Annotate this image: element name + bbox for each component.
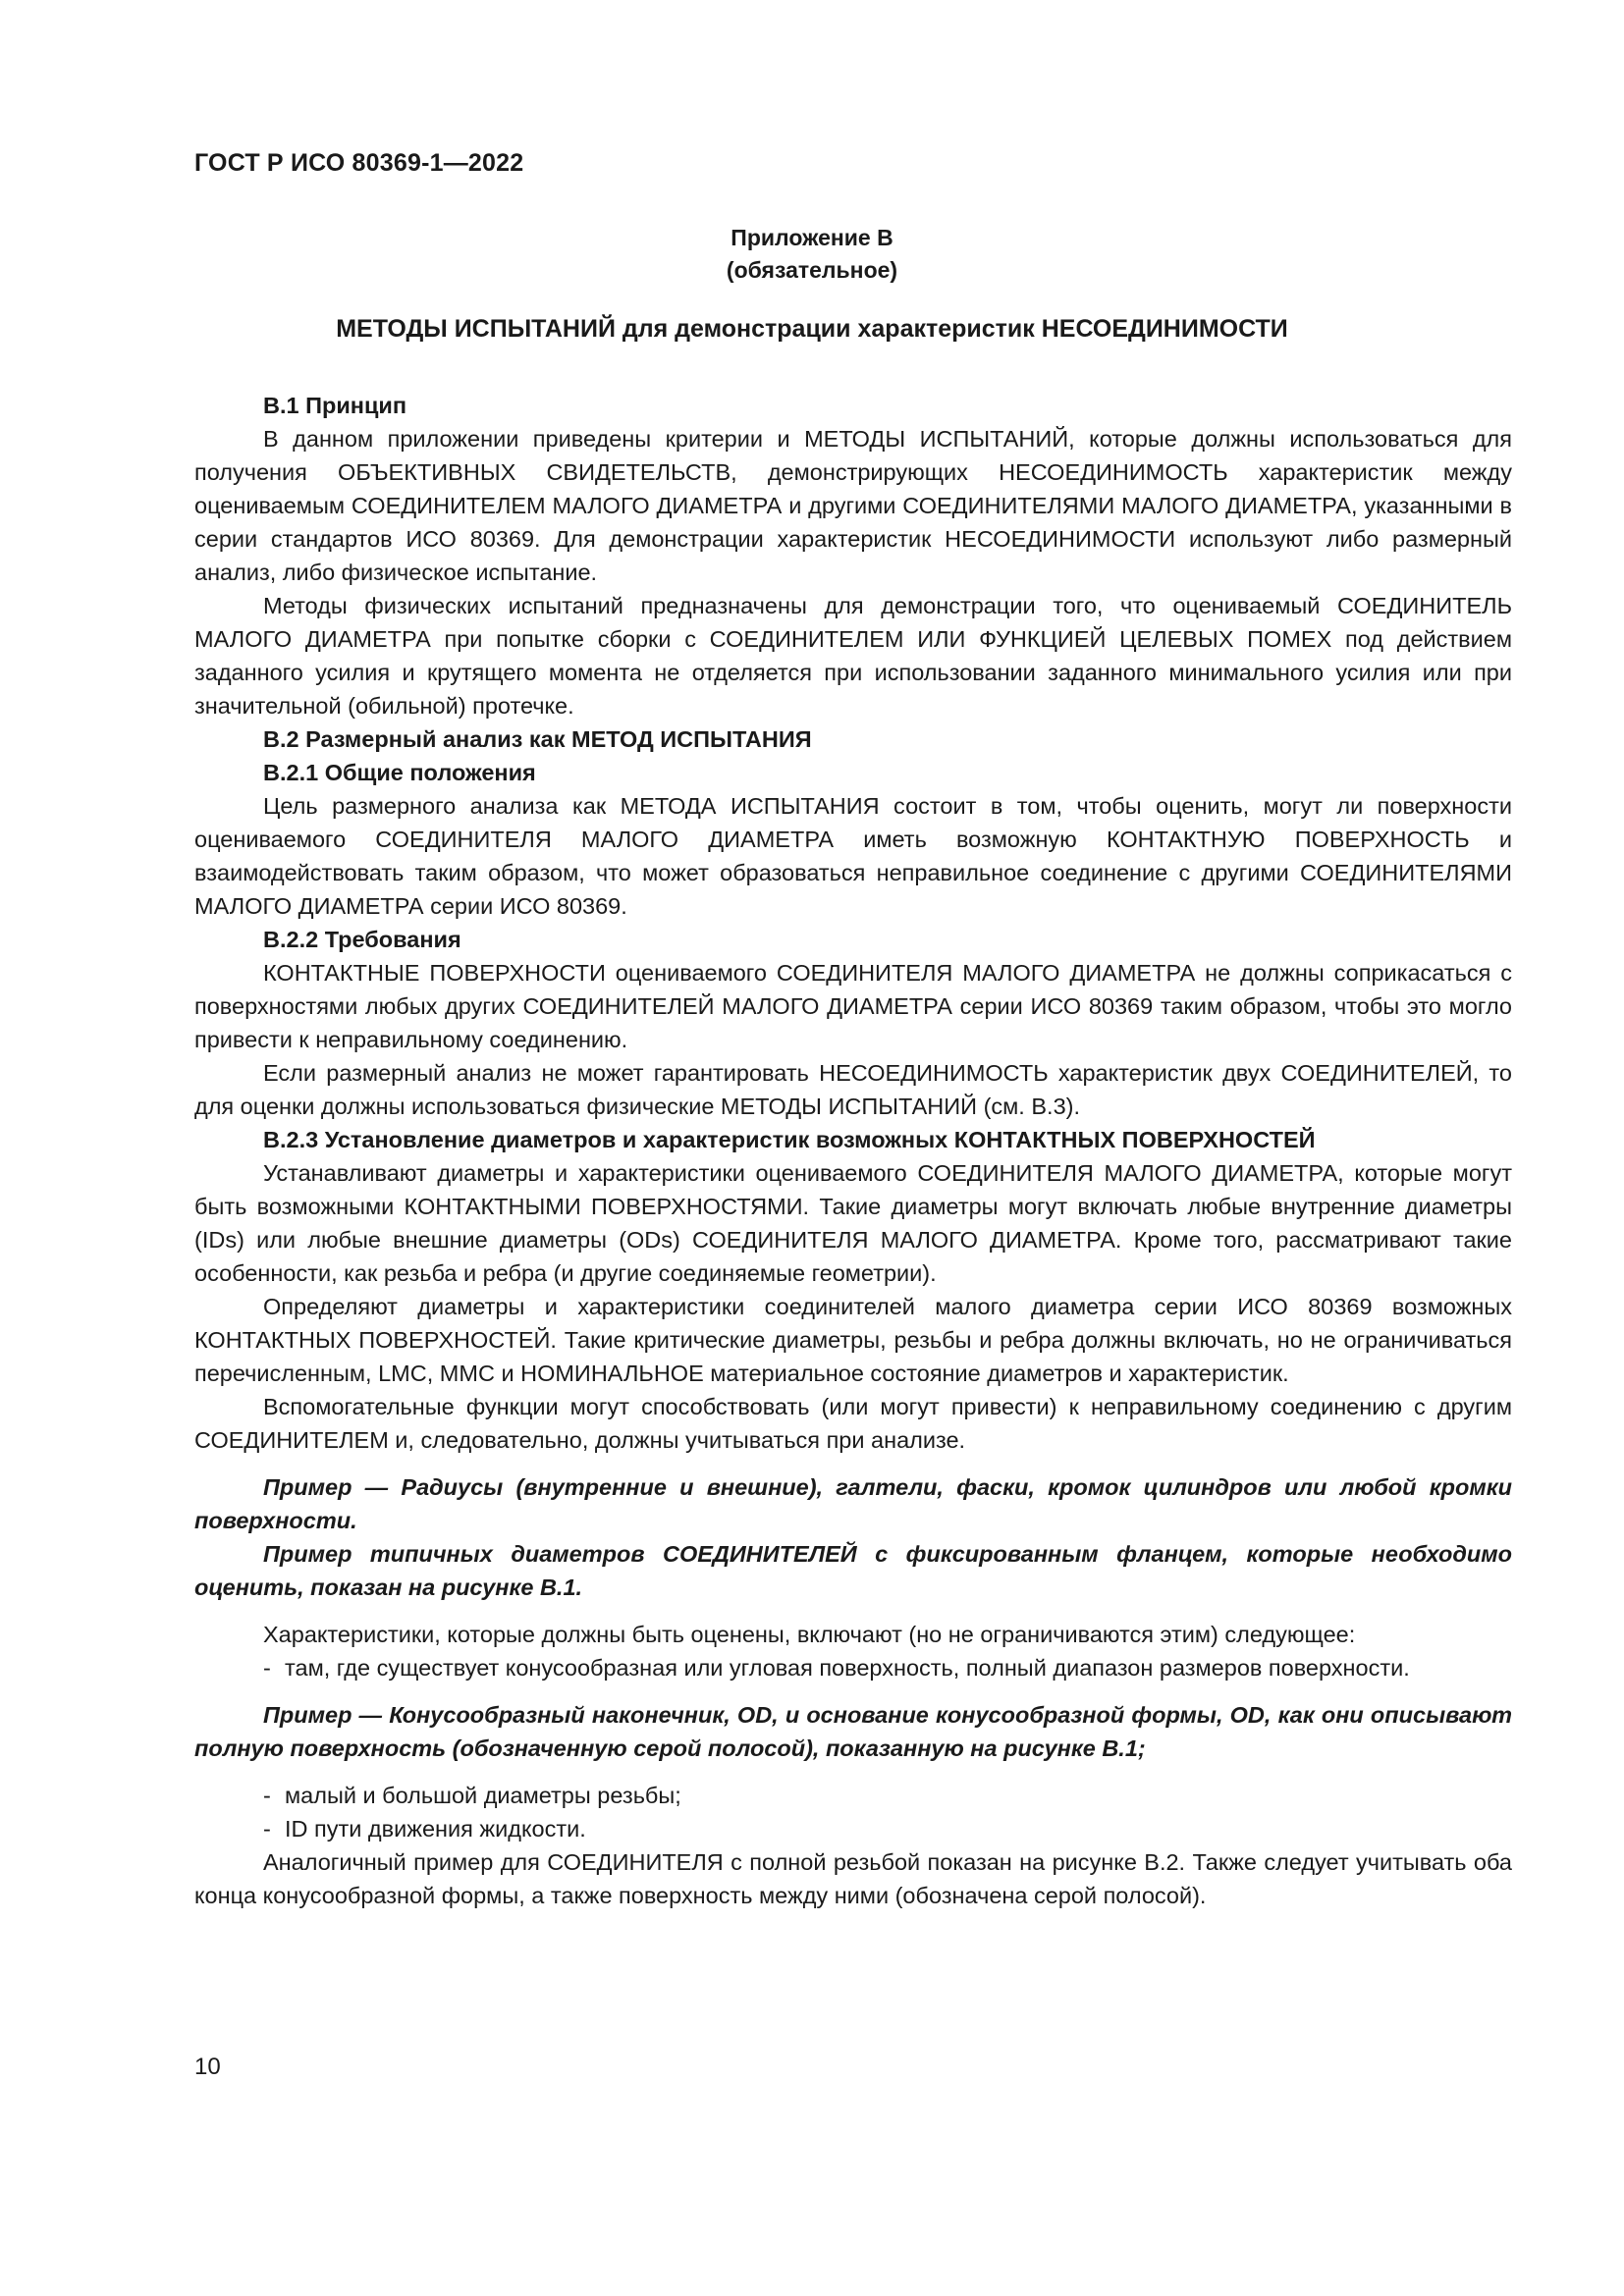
example-1: Пример — Радиусы (внутренние и внешние), галтели, фаски, кромок цилиндров или любой кромки поверхности. xyxy=(194,1474,1512,1533)
section-heading-b2-2: B.2.2 Требования xyxy=(263,927,461,952)
list-item xyxy=(194,1651,1512,1684)
paragraph-final: Аналогичный пример для СОЕДИНИТЕЛЯ с полной резьбой показан на рисунке B.2. Также следует учитывать оба конца конусообразной формы, а также поверхность между ними (обозначена серой полосой). xyxy=(194,1849,1512,1908)
list-item xyxy=(194,1779,1512,1812)
features-intro: Характеристики, которые должны быть оценены, включают (но не ограничиваются этим) следующее: xyxy=(263,1622,1356,1647)
list-dash: - xyxy=(263,1816,271,1842)
annex-status: (обязательное) xyxy=(726,257,898,283)
example-3: Пример — Конусообразный наконечник, OD, и основание конусообразной формы, OD, как они описывают полную поверхность (обозначенную серой полосой), показанную на рисунке B.1; xyxy=(194,1702,1512,1761)
section-heading-b2-1: B.2.1 Общие положения xyxy=(263,760,536,785)
document-header: ГОСТ Р ИСО 80369-1—2022 xyxy=(194,149,524,177)
paragraph-b2-2-2: Если размерный анализ не может гарантировать НЕСОЕДИНИМОСТЬ характеристик двух СОЕДИНИТЕЛЕЙ, то для оценки должны использоваться физические МЕТОДЫ ИСПЫТАНИЙ (см. B.3). xyxy=(194,1060,1512,1119)
list-item-text: малый и большой диаметры резьбы; xyxy=(285,1783,681,1808)
paragraph-b2-3-2: Определяют диаметры и характеристики соединителей малого диаметра серии ИСО 80369 возможных КОНТАКТНЫХ ПОВЕРХНОСТЕЙ. Такие критические диаметры, резьбы и ребра должны включать, но не ограничиваться перечисленным, LMC, MMC и НОМИНАЛЬНОЕ материальное состояние диаметров и характеристик. xyxy=(194,1294,1512,1386)
list-item-text: ID пути движения жидкости. xyxy=(285,1816,586,1842)
list-dash: - xyxy=(263,1783,271,1808)
paragraph-b1-2: Методы физических испытаний предназначены для демонстрации того, что оцениваемый СОЕДИНИТЕЛЬ МАЛОГО ДИАМЕТРА при попытке сборки с СОЕДИНИТЕЛЕМ ИЛИ ФУНКЦИЕЙ ЦЕЛЕВЫХ ПОМЕХ под действием заданного усилия и крутящего момента не отделяется при использовании заданного минимального усилия или при значительной (обильной) протечке. xyxy=(194,593,1512,719)
document-body xyxy=(194,389,1512,1912)
paragraph-b2-2-1: КОНТАКТНЫЕ ПОВЕРХНОСТИ оцениваемого СОЕДИНИТЕЛЯ МАЛОГО ДИАМЕТРА не должны соприкасаться с поверхностями любых других СОЕДИНИТЕЛЕЙ МАЛОГО ДИАМЕТРА серии ИСО 80369 таким образом, чтобы это могло привести к неправильному соединению. xyxy=(194,960,1512,1052)
annex-title: МЕТОДЫ ИСПЫТАНИЙ для демонстрации характеристик НЕСОЕДИНИМОСТИ xyxy=(336,315,1288,343)
section-heading-b2: B.2 Размерный анализ как МЕТОД ИСПЫТАНИЯ xyxy=(263,726,812,752)
example-2: Пример типичных диаметров СОЕДИНИТЕЛЕЙ с фиксированным фланцем, которые необходимо оценить, показан на рисунке B.1. xyxy=(194,1541,1512,1600)
paragraph-b1-1: В данном приложении приведены критерии и МЕТОДЫ ИСПЫТАНИЙ, которые должны использоваться для получения ОБЪЕКТИВНЫХ СВИДЕТЕЛЬСТВ, демонстрирующих НЕСОЕДИНИМОСТЬ характеристик между оцениваемым СОЕДИНИТЕЛЕМ МАЛОГО ДИАМЕТРА и другими СОЕДИНИТЕЛЯМИ МАЛОГО ДИАМЕТРА, указанными в серии стандартов ИСО 80369. Для демонстрации характеристик НЕСОЕДИНИМОСТИ используют либо размерный анализ, либо физическое испытание. xyxy=(194,426,1512,585)
paragraph-b2-3-1: Устанавливают диаметры и характеристики оцениваемого СОЕДИНИТЕЛЯ МАЛОГО ДИАМЕТРА, которые могут быть возможными КОНТАКТНЫМИ ПОВЕРХНОСТЯМИ. Такие диаметры могут включать любые внутренние диаметры (IDs) или любые внешние диаметры (ODs) СОЕДИНИТЕЛЯ МАЛОГО ДИАМЕТРА. Кроме того, рассматривают такие особенности, как резьба и ребра (и другие соединяемые геометрии). xyxy=(194,1160,1512,1286)
list-item-text: там, где существует конусообразная или угловая поверхность, полный диапазон размеров поверхности. xyxy=(285,1655,1410,1681)
list-dash: - xyxy=(263,1655,271,1681)
paragraph-b2-1: Цель размерного анализа как МЕТОДА ИСПЫТАНИЯ состоит в том, чтобы оценить, могут ли поверхности оцениваемого СОЕДИНИТЕЛЯ МАЛОГО ДИАМЕТРА иметь возможную КОНТАКТНУЮ ПОВЕРХНОСТЬ и взаимодействовать таким образом, что может образоваться неправильное соединение с другими СОЕДИНИТЕЛЯМИ МАЛОГО ДИАМЕТРА серии ИСО 80369. xyxy=(194,793,1512,919)
annex-label: Приложение B xyxy=(731,225,893,250)
paragraph-b2-3-3: Вспомогательные функции могут способствовать (или могут привести) к неправильному соединению с другим СОЕДИНИТЕЛЕМ и, следовательно, должны учитываться при анализе. xyxy=(194,1394,1512,1453)
annex-heading xyxy=(0,222,1624,287)
page-number: 10 xyxy=(194,2054,221,2080)
section-heading-b1: B.1 Принцип xyxy=(263,393,407,418)
section-heading-b2-3: B.2.3 Установление диаметров и характеристик возможных КОНТАКТНЫХ ПОВЕРХНОСТЕЙ xyxy=(263,1127,1316,1152)
list-item xyxy=(194,1812,1512,1845)
